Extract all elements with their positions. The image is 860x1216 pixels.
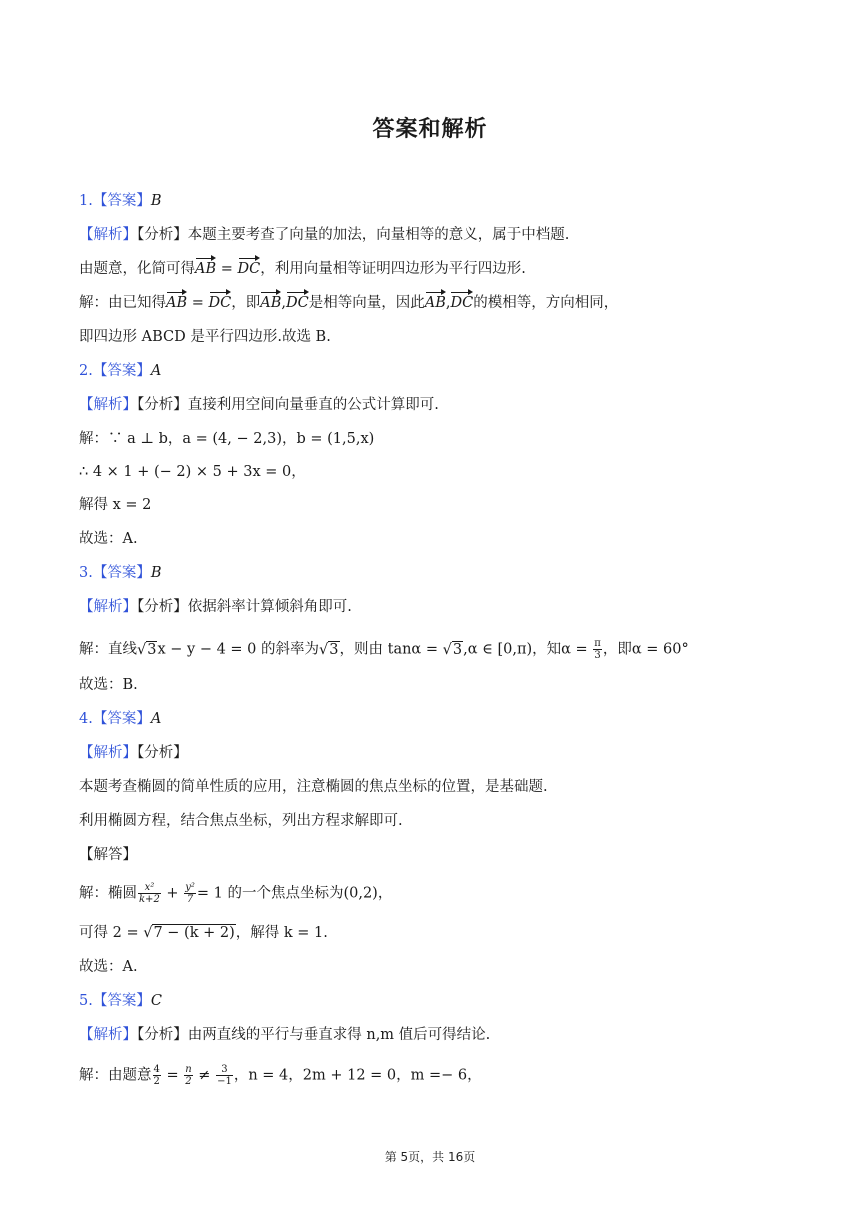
question-number: 4. [79,711,93,727]
q1-analysis-line: 【解析】【分析】本题主要考查了向量的加法，向量相等的意义，属于中档题. [79,227,570,243]
page-footer: 第 5页，共 16页 [384,1150,476,1164]
question-number: 1. [79,193,93,209]
q4-answer-line: 4.【答案】A [79,711,162,727]
q2-line-3: ∴ 4 × 1 + (− 2) × 5 + 3x = 0， [79,464,306,480]
answer-value: B [150,193,162,209]
q1-line-3: 解：由已知得AB = DC，即AB,DC是相等向量，因此AB,DC的模相等，方向相同， [79,295,619,311]
q3-line-3: 故选：B. [79,677,138,693]
q1-answer-line: 1.【答案】B [79,193,162,209]
q5-answer-line: 5.【答案】C [79,993,162,1009]
q2-analysis-line: 【解析】【分析】直接利用空间向量垂直的公式计算即可. [79,397,439,413]
q4-line-6: 可得 2 = √7 − (k + 2)，解得 k = 1. [79,925,328,941]
q4-line-2: 本题考查椭圆的简单性质的应用，注意椭圆的焦点坐标的位置，是基础题. [79,779,548,795]
question-number: 3. [79,565,93,581]
q1-line-4: 即四边形 ABCD 是平行四边形.故选 B. [79,329,331,345]
q2-answer-line: 2.【答案】A [79,363,162,379]
q4-line-5: 解：椭圆 $\frac{\text{x²}}{k+2}$ + $\frac{\text{y²}}{7}$ = 1 的一个焦点坐标为(0,2)， [79,882,393,905]
answer-value: B [150,565,162,581]
q3-line-2: 解：直线√3x − y − 4 = 0 的斜率为√3，则由 tanα = √3,α ∈ [0,π)，知α = $\frac{\pi}{3}$ ，即α = 60° [79,638,689,661]
answer-value: C [150,993,162,1009]
page-title: 答案和解析 [372,117,488,142]
q5-line-2: 解：由题意 $\frac{4}{2}$ = $\frac{n}{2}$ ≠ $\frac{3}{-1}$ ，n = 4，2m + 12 = 0，m =− 6， [79,1064,482,1087]
question-number: 5. [79,993,93,1009]
q4-line-3: 利用椭圆方程，结合焦点坐标，列出方程求解即可. [79,813,403,829]
q4-analysis-line: 【解析】【分析】 [79,745,188,761]
q1-line-2: 由题意，化简可得AB = DC，利用向量相等证明四边形为平行四边形. [79,261,526,277]
answer-value: A [150,363,162,379]
q2-line-4: 解得 x = 2 [79,497,152,513]
q2-line-5: 故选：A. [79,531,138,547]
q2-line-2: 解：∵ a ⊥ b，a = (4, − 2,3)，b = (1,5,x) [79,431,375,447]
q3-analysis-line: 【解析】【分析】依据斜率计算倾斜角即可. [79,599,352,615]
answer-value: A [150,711,162,727]
q4-solution-tag: 【解答】 [79,847,137,863]
question-number: 2. [79,363,93,379]
q4-line-7: 故选：A. [79,959,138,975]
q3-answer-line: 3.【答案】B [79,565,162,581]
q5-analysis-line: 【解析】【分析】由两直线的平行与垂直求得 n,m 值后可得结论. [79,1027,491,1043]
